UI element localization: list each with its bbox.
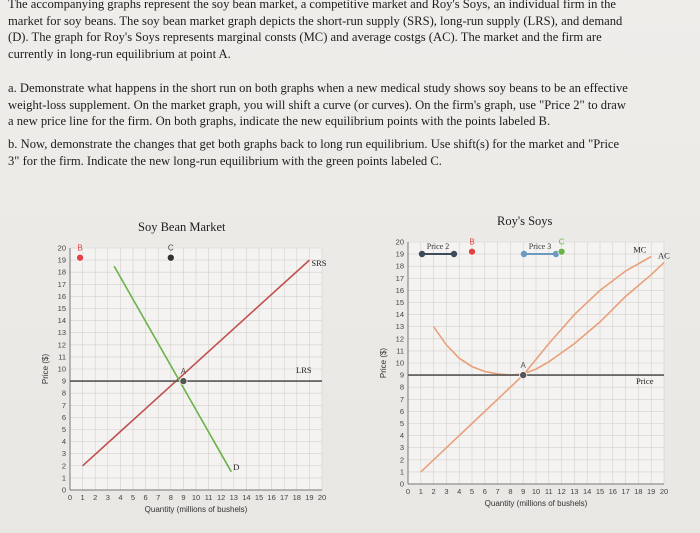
- y-tick-label: 16: [395, 285, 404, 295]
- point-label: C: [558, 237, 565, 247]
- x-tick-label: 0: [405, 487, 411, 496]
- y-tick-label: 19: [395, 249, 404, 259]
- y-tick-label: 10: [395, 358, 404, 368]
- y-tick-label: 8: [399, 382, 404, 392]
- x-tick-label: 1: [418, 487, 423, 496]
- y-tick-label: 20: [57, 243, 66, 253]
- y-tick-label: 18: [57, 267, 66, 277]
- price-tool-handle: [521, 251, 527, 257]
- point-a: [180, 378, 187, 385]
- series-label: LRS: [296, 365, 312, 376]
- y-tick-label: 19: [57, 255, 66, 265]
- text-line: The accompanying graphs represent the soy bean market, a competitive market and Roy's Soys, an individual firm in the: [8, 0, 616, 11]
- x-tick-label: 16: [267, 493, 276, 502]
- series-label: AC: [658, 250, 670, 261]
- x-axis-label: Quantity (millions of bushels): [144, 505, 248, 514]
- y-tick-label: 4: [61, 437, 66, 447]
- x-tick-label: 14: [583, 487, 592, 496]
- x-tick-label: 13: [229, 493, 238, 502]
- y-axis-label: Price ($): [379, 347, 388, 379]
- y-tick-label: 15: [57, 304, 66, 313]
- paragraph-intro: [8, 0, 692, 62]
- y-tick-label: 20: [395, 237, 404, 247]
- y-tick-label: 12: [395, 334, 404, 344]
- point-c: [558, 248, 565, 255]
- x-tick-label: 2: [431, 487, 436, 496]
- y-tick-label: 13: [57, 328, 66, 338]
- x-tick-label: 0: [67, 493, 73, 502]
- y-tick-label: 5: [399, 419, 404, 428]
- x-tick-label: 5: [130, 493, 136, 502]
- y-tick-label: 17: [395, 273, 404, 283]
- x-tick-label: 16: [608, 487, 617, 496]
- x-tick-label: 15: [254, 493, 264, 502]
- x-tick-label: 11: [204, 493, 213, 502]
- x-tick-label: 4: [457, 487, 462, 496]
- y-tick-label: 6: [399, 406, 404, 416]
- x-tick-label: 19: [305, 493, 314, 502]
- y-tick-label: 14: [57, 316, 66, 326]
- x-tick-label: 11: [544, 487, 553, 496]
- series-label: D: [233, 461, 240, 472]
- point-label: B: [77, 243, 83, 253]
- y-tick-label: 9: [399, 370, 404, 380]
- series-label: Price: [636, 376, 654, 387]
- y-tick-label: 4: [399, 431, 404, 441]
- y-tick-label: 0: [61, 485, 66, 495]
- y-tick-label: 11: [58, 352, 66, 362]
- roys-soys-chart: [360, 226, 680, 526]
- text-line: weight-loss supplement. On the market graph, you will shift a curve (or curves). On the firm's graph, use "Price 2" to draw: [8, 97, 626, 112]
- x-tick-label: 8: [168, 493, 173, 502]
- paragraph-part-b: [8, 136, 692, 169]
- x-tick-label: 9: [521, 487, 526, 496]
- y-tick-label: 11: [396, 346, 404, 356]
- x-tick-label: 3: [444, 487, 449, 496]
- x-tick-label: 8: [508, 487, 513, 496]
- firm-chart-title: Roy's Soys: [497, 214, 553, 228]
- y-axis-label: Price ($): [41, 353, 50, 385]
- x-tick-label: 2: [93, 493, 98, 502]
- y-tick-label: 8: [61, 388, 66, 398]
- text-line: 3" for the firm. Indicate the new long-run equilibrium with the green points labeled C.: [8, 153, 442, 168]
- x-tick-label: 20: [659, 487, 669, 496]
- point-c: [167, 254, 174, 261]
- x-tick-label: 18: [292, 493, 301, 502]
- market-chart-title: Soy Bean Market: [138, 220, 226, 234]
- y-tick-label: 2: [399, 455, 404, 465]
- point-b: [76, 254, 83, 261]
- point-a: [520, 372, 527, 379]
- y-tick-label: 3: [399, 443, 404, 453]
- y-tick-label: 6: [61, 412, 66, 422]
- x-tick-label: 20: [317, 493, 327, 502]
- x-tick-label: 7: [495, 487, 500, 496]
- point-label: A: [520, 361, 526, 371]
- x-tick-label: 5: [469, 487, 475, 496]
- text-line: a. Demonstrate what happens in the short run on both graphs when a new medical study shows soy beans to be an effective: [8, 81, 628, 95]
- y-tick-label: 12: [57, 340, 66, 350]
- x-tick-label: 6: [143, 493, 148, 502]
- y-tick-label: 13: [395, 322, 404, 332]
- x-tick-label: 14: [242, 493, 251, 502]
- soy-bean-market-chart: [41, 232, 370, 532]
- y-tick-label: 7: [399, 394, 404, 404]
- x-tick-label: 9: [181, 493, 186, 502]
- text-line: a new price line for the firm. On both graphs, indicate the new equilibrium points with the points labeled B.: [8, 114, 551, 129]
- y-tick-label: 1: [399, 467, 404, 477]
- point-label: A: [180, 367, 187, 377]
- y-tick-label: 16: [57, 291, 66, 301]
- y-tick-label: 7: [61, 400, 66, 410]
- x-tick-label: 3: [105, 493, 110, 502]
- x-tick-label: 1: [80, 493, 85, 502]
- x-tick-label: 17: [280, 493, 289, 502]
- text-line: (D). The graph for Roy's Soys represents marginal consts (MC) and average costgs (AC). The market and the firm are: [8, 30, 602, 45]
- y-tick-label: 14: [395, 310, 404, 320]
- x-tick-label: 19: [647, 487, 656, 496]
- y-tick-label: 1: [61, 473, 66, 483]
- series-label: SRS: [311, 258, 327, 269]
- y-tick-label: 15: [395, 298, 404, 307]
- price-tool-handle: [451, 251, 457, 257]
- legend-label: Price 3: [528, 242, 552, 251]
- series-label: MC: [633, 244, 647, 255]
- y-tick-label: 10: [57, 364, 66, 374]
- x-tick-label: 10: [191, 493, 201, 502]
- point-label: C: [167, 243, 174, 253]
- point-label: B: [469, 237, 475, 247]
- point-b: [468, 248, 475, 255]
- x-tick-label: 6: [482, 487, 487, 496]
- y-tick-label: 18: [395, 261, 404, 271]
- x-tick-label: 7: [156, 493, 161, 502]
- text-line: market for soy beans. The soy bean market graph depicts the short-run supply (SRS), long-run supply (LRS), and demand: [8, 13, 623, 28]
- x-tick-label: 12: [217, 493, 226, 502]
- x-tick-label: 15: [595, 487, 605, 496]
- x-tick-label: 13: [570, 487, 579, 496]
- x-tick-label: 12: [557, 487, 566, 496]
- x-axis-label: Quantity (millions of bushels): [484, 499, 588, 508]
- paragraph-part-a: [8, 80, 692, 130]
- text-line: currently in long-run equilibrium at point A.: [8, 46, 231, 61]
- y-tick-label: 3: [61, 449, 66, 459]
- legend-label: Price 2: [426, 242, 450, 251]
- x-tick-label: 17: [621, 487, 630, 496]
- y-tick-label: 0: [399, 479, 404, 489]
- x-tick-label: 18: [634, 487, 643, 496]
- y-tick-label: 17: [57, 279, 66, 289]
- y-tick-label: 5: [61, 425, 66, 434]
- y-tick-label: 2: [61, 461, 66, 471]
- price-tool-handle: [419, 251, 425, 257]
- x-tick-label: 4: [118, 493, 123, 502]
- x-tick-label: 10: [531, 487, 541, 496]
- y-tick-label: 9: [61, 376, 66, 386]
- text-line: b. Now, demonstrate the changes that get both graphs back to long run equilibrium. Use shift(s) for the market and "Price: [8, 137, 620, 151]
